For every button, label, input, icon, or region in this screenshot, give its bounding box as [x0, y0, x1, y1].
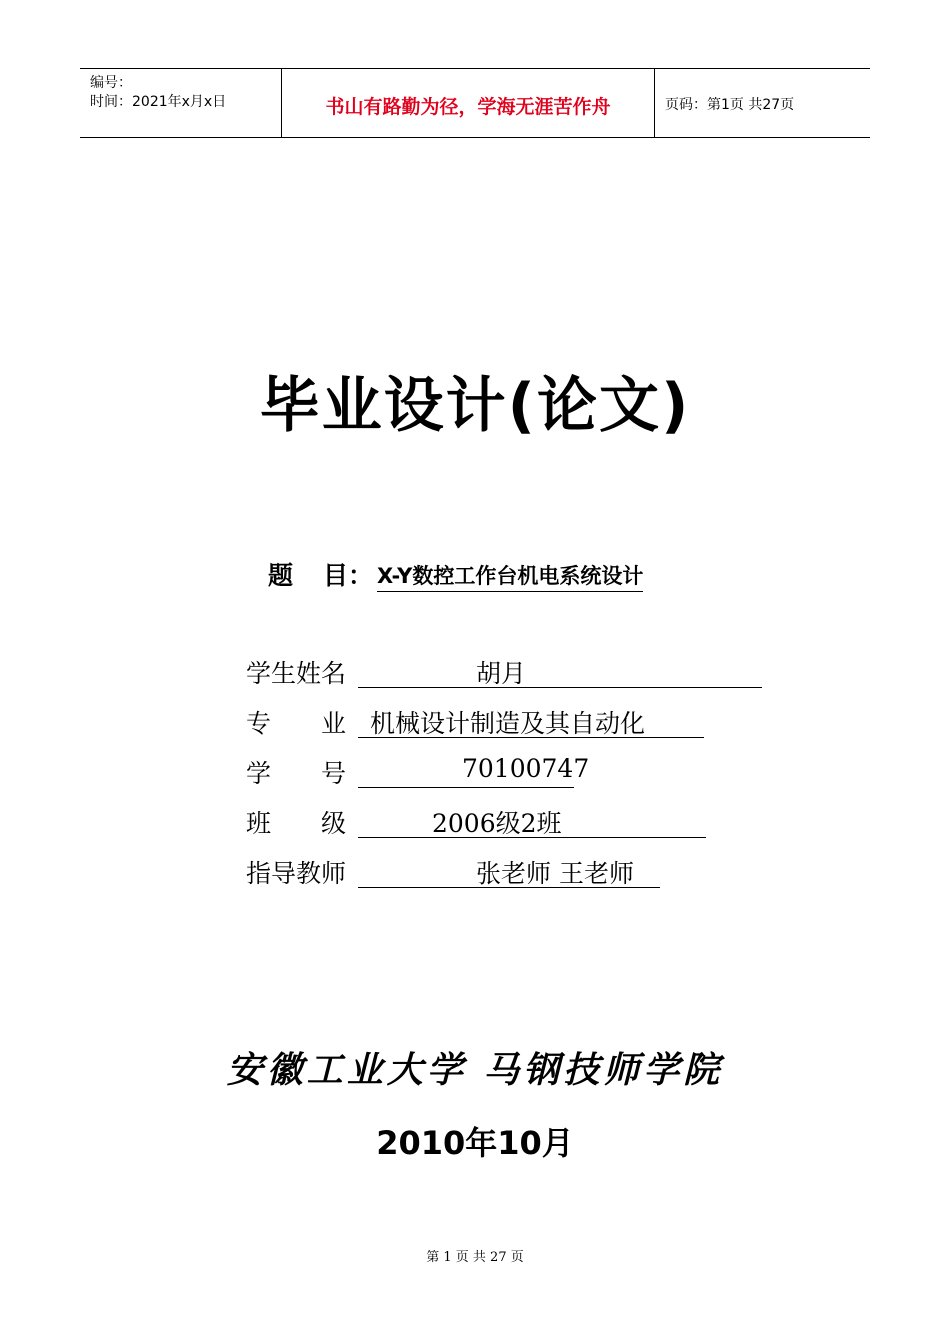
page-info: 页码：第1页 共27页 — [665, 97, 795, 113]
field-underline — [358, 654, 762, 688]
field-label: 学 号 — [246, 759, 347, 788]
topic-value: X-Y数控工作台机电系统设计 — [377, 560, 643, 592]
number-label: 编号： — [90, 75, 132, 91]
field-label: 指导教师 — [246, 859, 347, 888]
header-motto-cell — [282, 69, 655, 137]
field-underline — [358, 854, 660, 888]
field-underline — [358, 704, 704, 738]
field-value: 胡月 — [476, 659, 527, 688]
field-underline — [358, 754, 590, 788]
field-label: 学生姓名 — [246, 659, 347, 688]
school-name: 安徽工业大学 马钢技师学院 — [226, 1049, 724, 1091]
field-value: 70100747 — [462, 754, 590, 783]
header-page-cell — [655, 69, 870, 137]
page-footer: 第 1 页 共 27 页 — [426, 1250, 524, 1265]
field-label: 班 级 — [246, 809, 347, 838]
time-label: 时间：2021年x月x日 — [90, 94, 227, 110]
field-underline — [358, 804, 706, 838]
header-meta-cell — [80, 69, 282, 137]
header-table — [80, 68, 870, 138]
topic-label-2: 目： — [323, 561, 374, 590]
topic-label — [268, 556, 373, 592]
field-value: 2006级2班 — [432, 809, 562, 838]
field-value: 机械设计制造及其自动化 — [370, 709, 646, 738]
field-value: 张老师 王老师 — [476, 859, 634, 888]
document-title: 毕业设计(论文) — [259, 371, 691, 441]
document-date: 2010年10月 — [376, 1124, 574, 1162]
topic-label-1: 题 — [268, 561, 294, 590]
field-label: 专 业 — [246, 709, 347, 738]
motto: 书山有路勤为径，学海无涯苦作舟 — [325, 96, 611, 118]
